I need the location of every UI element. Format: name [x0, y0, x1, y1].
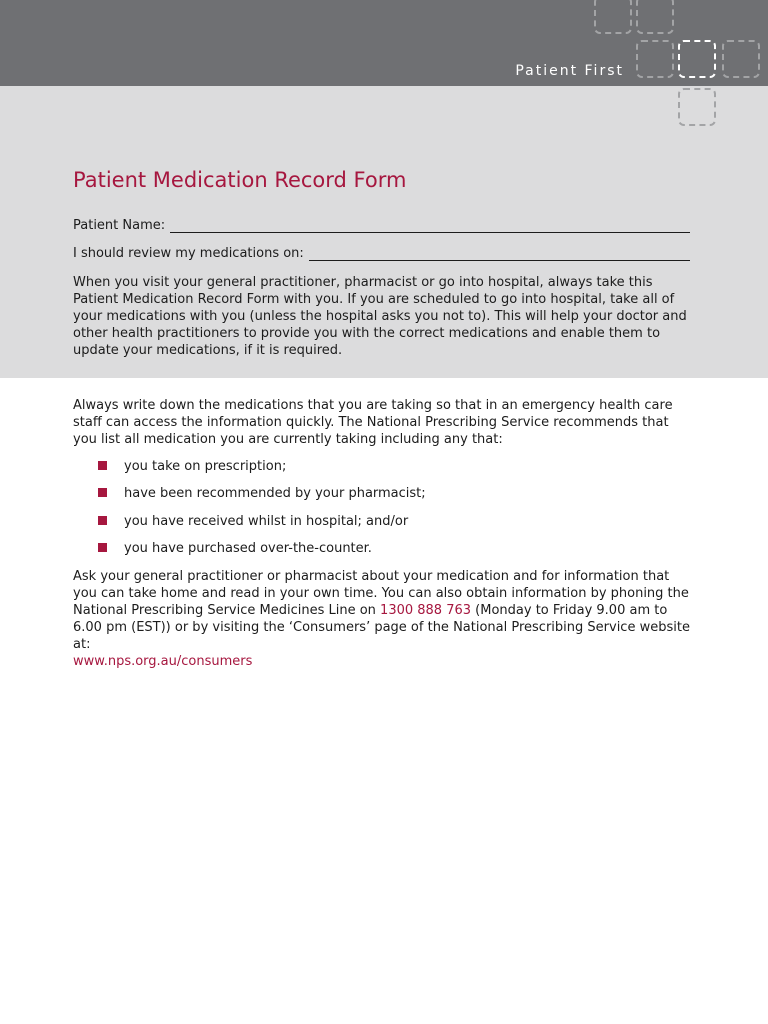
- logo-square-icon: [678, 40, 716, 78]
- page-title: Patient Medication Record Form: [73, 168, 407, 192]
- instructions-paragraph: Always write down the medications that you are taking so that in an emergency health care staff can access the information quickly. The National Prescribing Service recommends that you list all medication you are currently taking including any that:: [73, 398, 673, 447]
- brand-label: Patient First: [515, 63, 624, 79]
- website-link[interactable]: www.nps.org.au/consumers: [73, 654, 253, 669]
- logo-square-icon: [722, 40, 760, 78]
- list-item: [98, 540, 658, 567]
- logo-square-icon: [678, 88, 716, 126]
- contact-text-start: Ask your general practitioner or pharmacist about your medication and for information that you can take home and read in your own time. You can also obtain information by phoning the National Prescribing Service Medicines Line on: [73, 569, 689, 618]
- list-item: [98, 458, 658, 485]
- square-bullet-icon: [98, 543, 107, 552]
- logo-square-icon: [594, 0, 632, 34]
- list-item-text: you take on prescription;: [124, 459, 287, 474]
- list-item: [98, 513, 658, 540]
- review-date-label: I should review my medications on:: [73, 246, 304, 261]
- list-item: [98, 485, 658, 512]
- logo-square-icon: [636, 40, 674, 78]
- patient-name-label: Patient Name:: [73, 218, 166, 233]
- phone-link[interactable]: 1300 888 763: [380, 603, 472, 618]
- list-item-text: you have purchased over-the-counter.: [124, 540, 372, 556]
- contact-paragraph: [73, 568, 695, 670]
- list-item-text: you have received whilst in hospital; and/or: [124, 513, 409, 529]
- intro-paragraph: When you visit your general practitioner, pharmacist or go into hospital, always take this Patient Medication Record Form with you. If you are scheduled to go into hospital, take all of your medications with you (unless the hospital asks you not to). This will help your doctor and other health practitioners to provide you with the correct medications and enable them to update your medications, if it is required.: [73, 275, 687, 358]
- review-date-field[interactable]: [73, 246, 690, 261]
- review-date-line[interactable]: [309, 247, 690, 261]
- logo-square-icon: [636, 0, 674, 34]
- patient-first-logo-icon: [590, 0, 768, 135]
- patient-name-field[interactable]: [73, 218, 690, 233]
- medication-criteria-list: [98, 458, 658, 567]
- square-bullet-icon: [98, 488, 107, 497]
- list-item-text: have been recommended by your pharmacist;: [124, 486, 426, 502]
- square-bullet-icon: [98, 516, 107, 525]
- square-bullet-icon: [98, 461, 107, 470]
- patient-name-line[interactable]: [170, 219, 690, 233]
- contact-text-end: (Monday to Friday 9.00 am to 6.00 pm (EST)) or by visiting the ‘Consumers’ page of the National Prescribing Service website at:: [73, 603, 690, 652]
